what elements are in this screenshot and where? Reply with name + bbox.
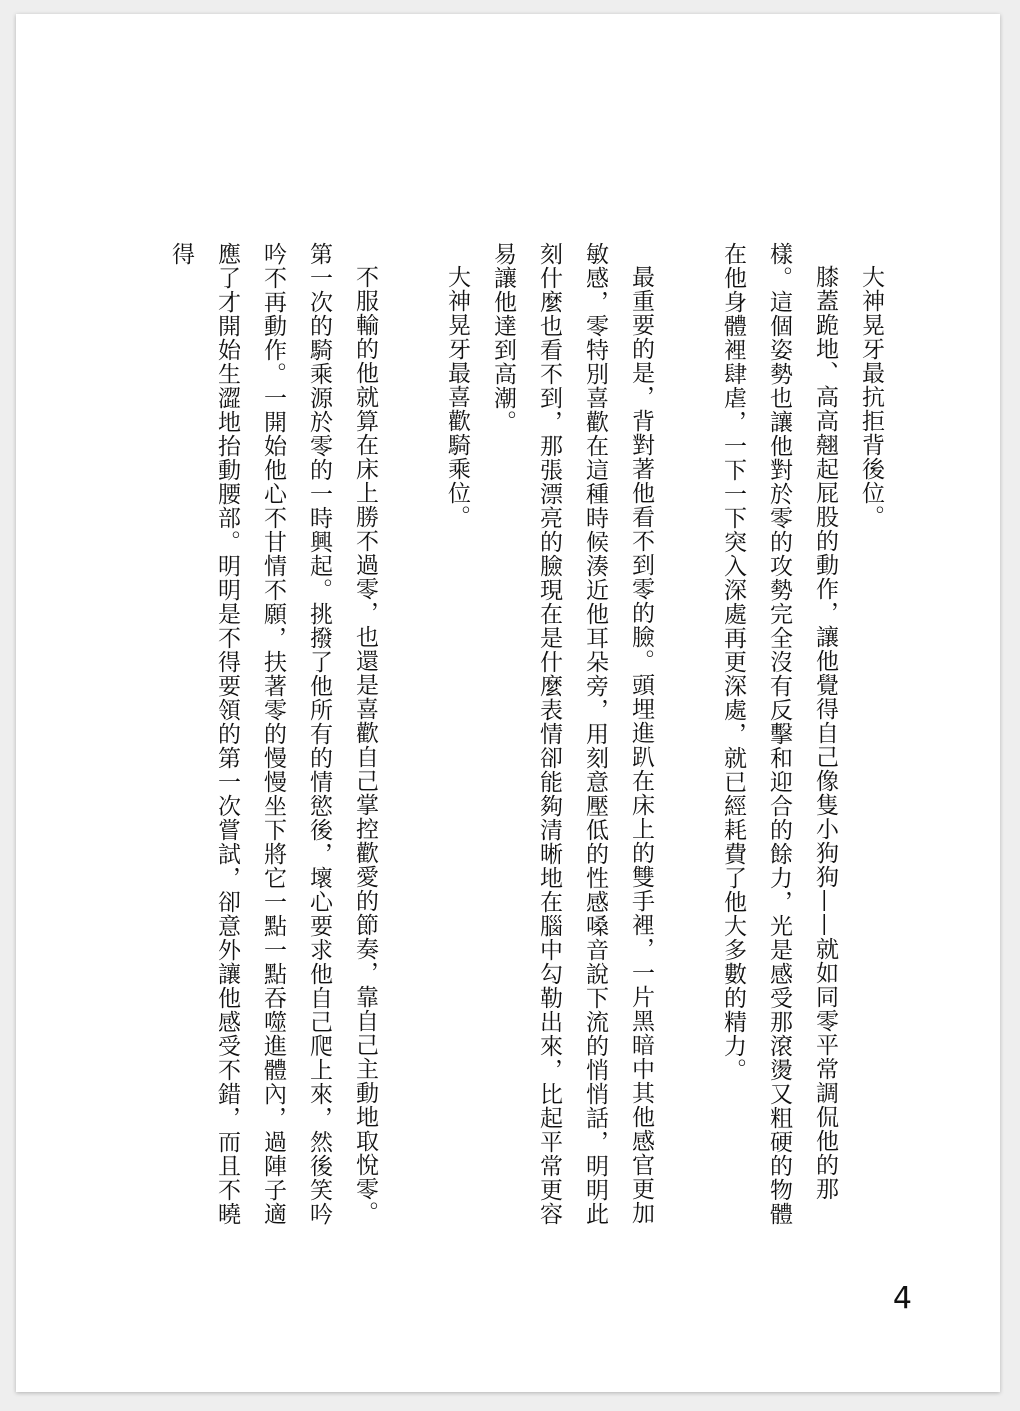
paragraph-3: 最重要的是，背對著他看不到零的臉。頭埋進趴在床上的雙手裡，一片黑暗中其他感官更加敏感，零特別喜歡在這種時候湊近他耳朵旁，用刻意壓低的性感嗓音說下流的悄悄話，明明此刻什麼也看不到，那張漂亮的臉現在是什麼表情卻能夠清晰地在腦中勾勒出來，比起平常更容易讓他達到高潮。 [490, 242, 654, 1226]
vertical-text-block [152, 242, 894, 1242]
paragraph-1: 大神晃牙最抗拒背後位。 [858, 265, 884, 529]
paragraph-4: 大神晃牙最喜歡騎乘位。 [444, 265, 470, 529]
paragraph-5: 不服輸的他就算在床上勝不過零，也還是喜歡自己掌控歡愛的節奏，靠自己主動地取悅零。第一次的騎乘源於零的一時興起。挑撥了他所有的情慾後，壞心要求他自己爬上來，然後笑吟吟不再動作。一開始他心不甘情不願，扶著零的慢慢坐下將它一點一點吞噬進體內，過陣子適應了才開始生澀地抬動腰部。明明是不得要領的第一次嘗試，卻意外讓他感受不錯，而且不曉得 [168, 242, 378, 1226]
page-number: 4 [892, 1281, 912, 1316]
paragraph-2: 膝蓋跪地、高高翹起屁股的動作，讓他覺得自己像隻小狗狗——就如同零平常調侃他的那樣。這個姿勢也讓他對於零的攻勢完全沒有反擊和迎合的餘力，光是感受那滾燙又粗硬的物體在他身體裡肆虐，一下一下突入深處再更深處，就已經耗費了他大多數的精力。 [720, 242, 838, 1226]
document-page [16, 14, 1000, 1392]
